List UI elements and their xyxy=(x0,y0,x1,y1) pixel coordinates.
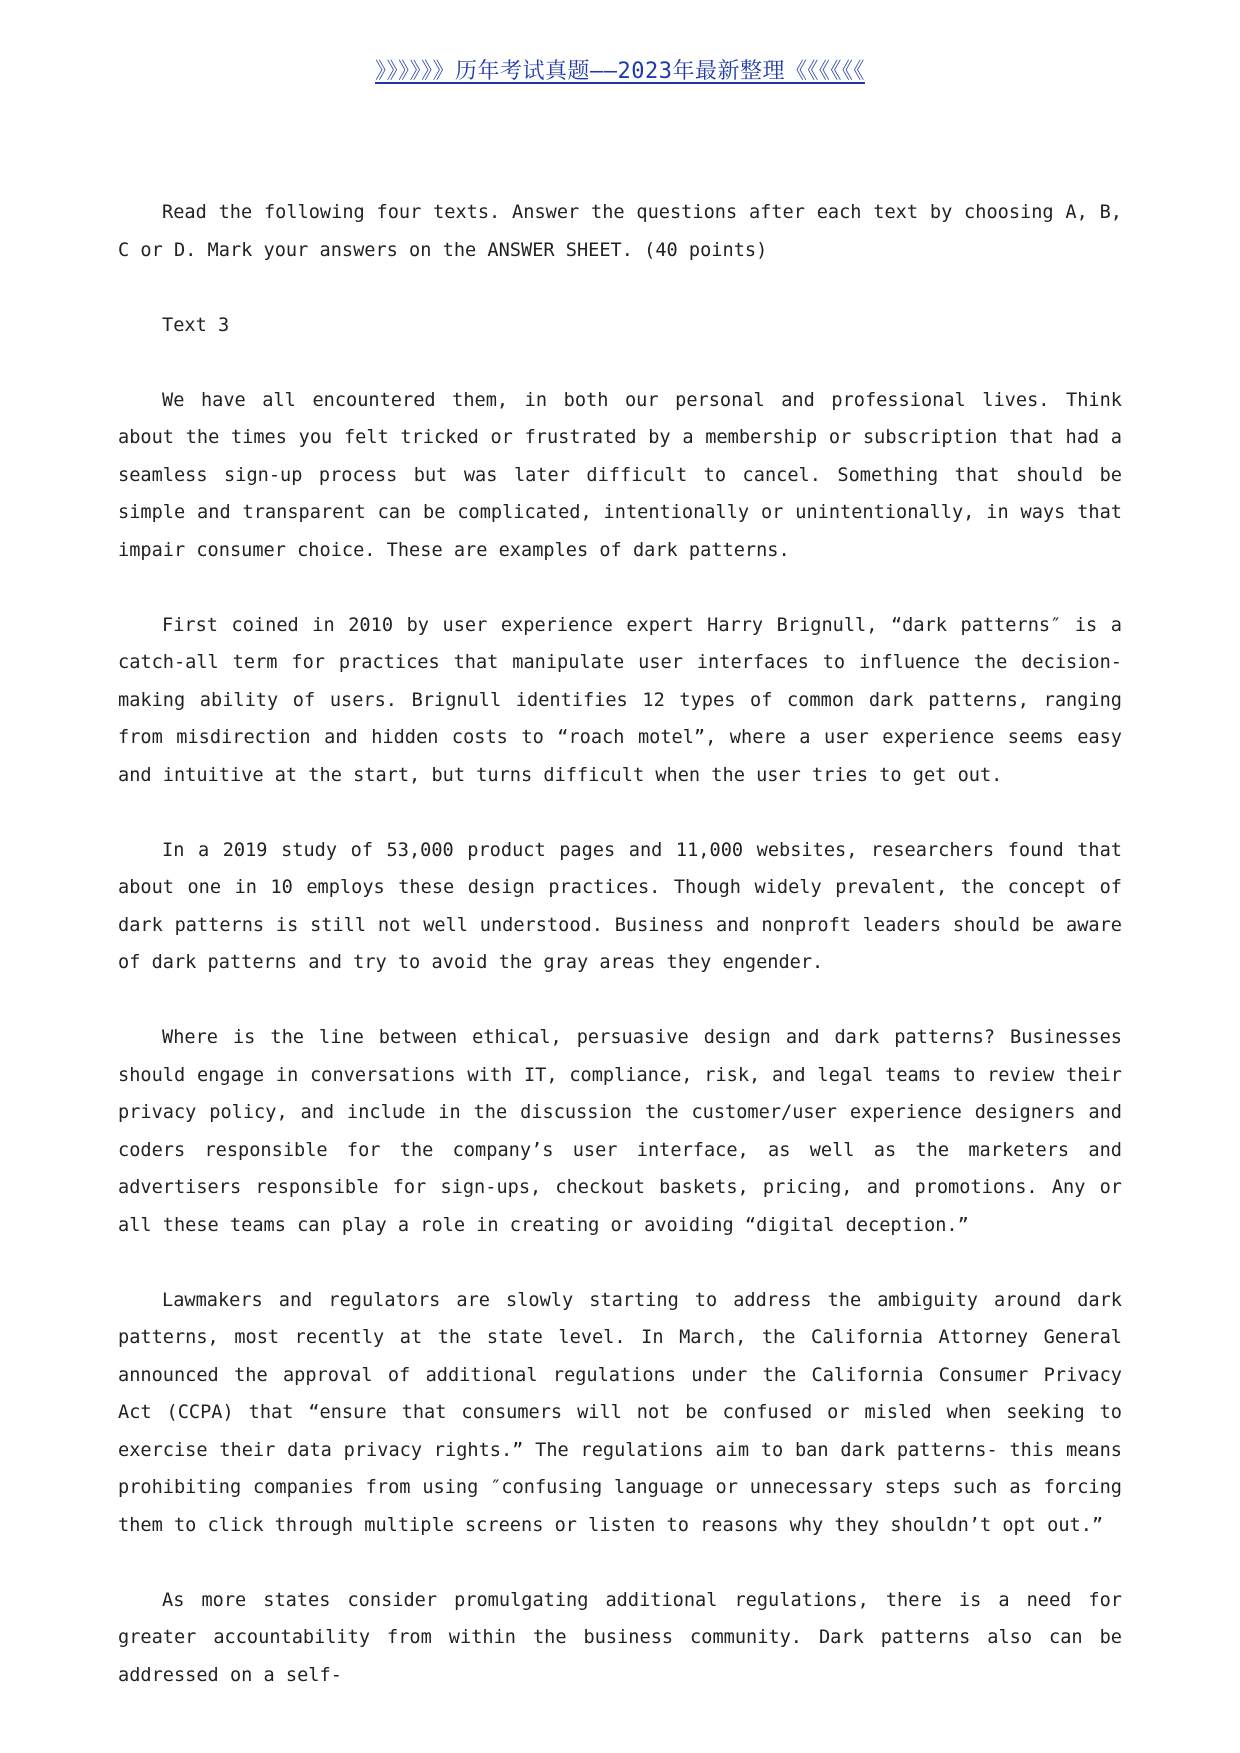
body-paragraph: Where is the line between ethical, persuasive design and dark patterns? Businesses should engage in conversations with IT, compliance, risk, and legal teams to review their privacy policy, and include in the discussion the customer/user experience designers and coders responsible for the company’s user interface, as well as the marketers and advertisers responsible for sign-ups, checkout baskets, pricing, and promotions. Any or all these teams can play a role in creating or avoiding “digital deception.” xyxy=(118,1027,1122,1236)
body-paragraph: As more states consider promulgating additional regulations, there is a need for greater accountability from within the business community. Dark patterns also can be addressed on a self- xyxy=(118,1589,1122,1686)
body-paragraph: Lawmakers and regulators are slowly starting to address the ambiguity around dark patterns, most recently at the state level. In March, the California Attorney General announced the approval of additional regulations under the California Consumer Privacy Act (CCPA) that “ensure that consumers will not be confused or misled when seeking to exercise their data privacy rights.” The regulations aim to ban dark patterns- this means prohibiting companies from using ″confusing language or unnecessary steps such as forcing them to click through multiple screens or listen to reasons why they shouldn’t opt out.” xyxy=(118,1289,1122,1536)
body-paragraph: In a 2019 study of 53,000 product pages and 11,000 websites, researchers found that about one in 10 employs these design practices. Though widely prevalent, the concept of dark patterns is still not well understood. Business and nonproft leaders should be aware of dark patterns and try to avoid the gray areas they engender. xyxy=(118,839,1122,973)
text-heading: Text 3 xyxy=(162,314,230,336)
body-paragraph: We have all encountered them, in both our personal and professional lives. Think about the times you felt tricked or frustrated by a membership or subscription that had a seamless sign-up process but was later difficult to cancel. Something that should be simple and transparent can be complicated, intentionally or unintentionally, in ways that impair consumer choice. These are examples of dark patterns. xyxy=(118,389,1122,561)
page-header-title: 》》》》》》历年考试真题——2023年最新整理《《《《《《 xyxy=(375,59,865,84)
document-body xyxy=(118,194,1122,1694)
instructions-paragraph: Read the following four texts. Answer the questions after each text by choosing A, B, C or D. Mark your answers on the ANSWER SHEET. (40 points) xyxy=(118,202,1122,261)
body-paragraph: First coined in 2010 by user experience expert Harry Brignull, “dark patterns″ is a catch-all term for practices that manipulate user interfaces to influence the decision-making ability of users. Brignull identifies 12 types of common dark patterns, ranging from misdirection and hidden costs to “roach motel”, where a user experience seems easy and intuitive at the start, but turns difficult when the user tries to get out. xyxy=(118,614,1122,786)
